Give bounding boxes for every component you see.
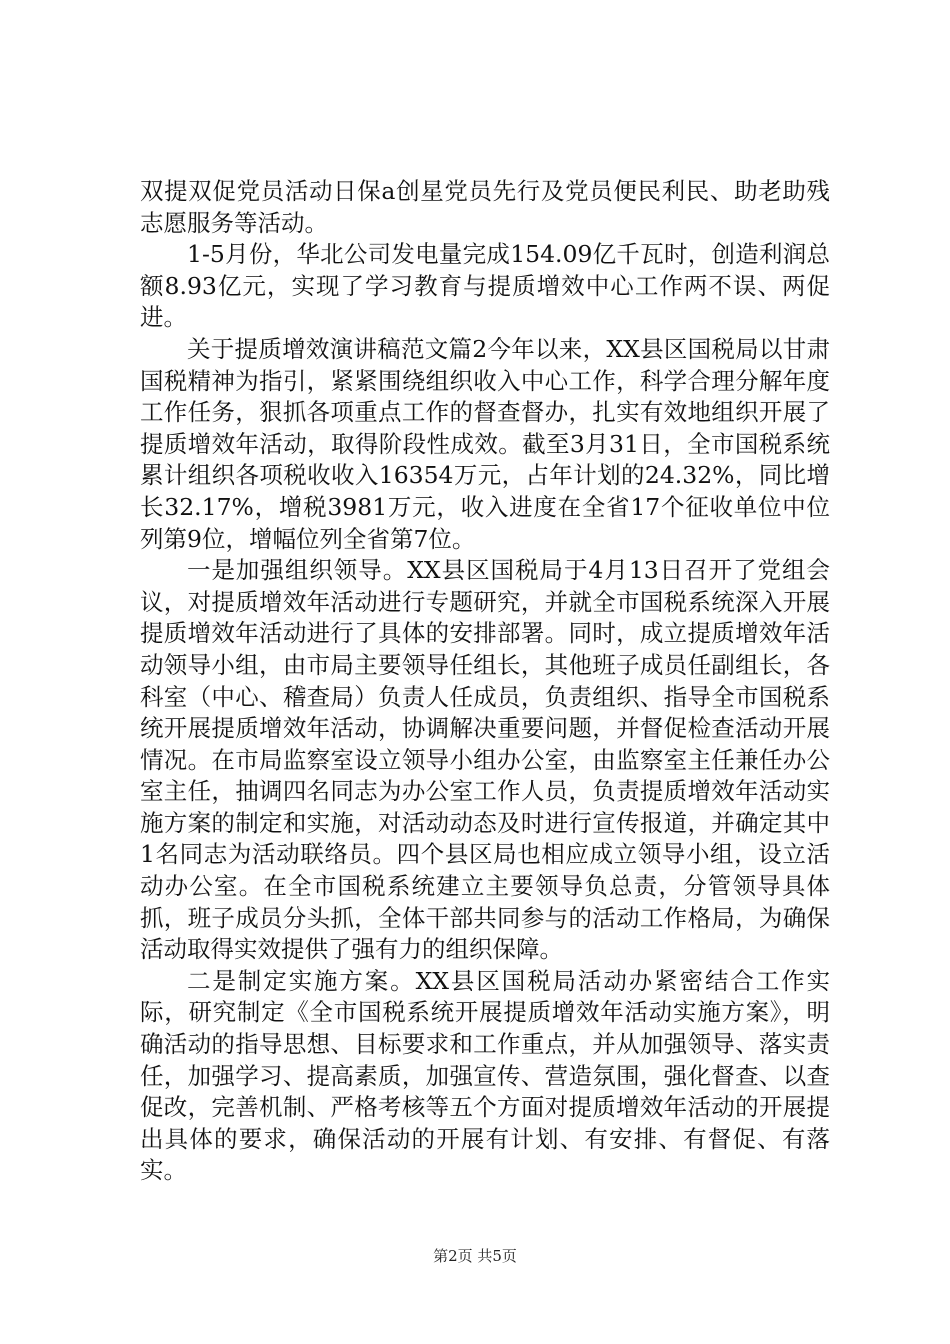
paragraph-continued: 双提双促党员活动日保a创星党员先行及党员便民利民、助老助残志愿服务等活动。 xyxy=(140,177,830,237)
paragraph-organization-leadership: 一是加强组织领导。XX县区国税局于4月13日召开了党组会议，对提质增效年活动进行专题研究，并就全市国税系统深入开展提质增效年活动进行了具体的安排部署。同时，成立提质增效年活动领导小组，由市局主要领导任组长，其他班子成员任副组长，各科室（中心、稽查局）负责人任成员，负责组织、指导全市国税系统开展提质增效年活动，协调解决重要问题，并督促检查活动开展情况。在市局监察室设立领导小组办公室，由监察室主任兼任办公室主任，抽调四名同志为办公室工作人员，负责提质增效年活动实施方案的制定和实施，对活动动态及时进行宣传报道，并确定其中1名同志为活动联络员。四个县区局也相应成立领导小组，设立活动办公室。在全市国税系统建立主要领导负总责，分管领导具体抓，班子成员分头抓，全体干部共同参与的活动工作格局，为确保活动取得实效提供了强有力的组织保障。 xyxy=(140,556,830,964)
paragraph-speech-sample-2: 关于提质增效演讲稿范文篇2今年以来，XX县区国税局以甘肃国税精神为指引，紧紧围绕组织收入中心工作，科学合理分解年度工作任务，狠抓各项重点工作的督查督办，扎实有效地组织开展了提质增效年活动，取得阶段性成效。截至3月31日，全市国税系统累计组织各项税收收入16354万元，占年计划的24.32%，同比增长32.17%，增税3981万元，收入进度在全省17个征收单位中位列第9位，增幅位列全省第7位。 xyxy=(140,334,830,553)
paragraph-implementation-plan: 二是制定实施方案。XX县区国税局活动办紧密结合工作实际，研究制定《全市国税系统开展提质增效年活动实施方案》，明确活动的指导思想、目标要求和工作重点，并从加强领导、落实责任，加强学习、提高素质，加强宣传、营造氛围，强化督查、以查促改，完善机制、严格考核等五个方面对提质增效年活动的开展提出具体的要求，确保活动的开展有计划、有安排、有督促、有落实。 xyxy=(140,966,830,1185)
document-body xyxy=(140,176,830,1187)
page-number-footer: 第2页 共5页 xyxy=(433,1247,517,1265)
paragraph-power-generation: 1-5月份，华北公司发电量完成154.09亿千瓦时，创造利润总额8.93亿元，实现了学习教育与提质增效中心工作两不误、两促进。 xyxy=(140,240,830,332)
